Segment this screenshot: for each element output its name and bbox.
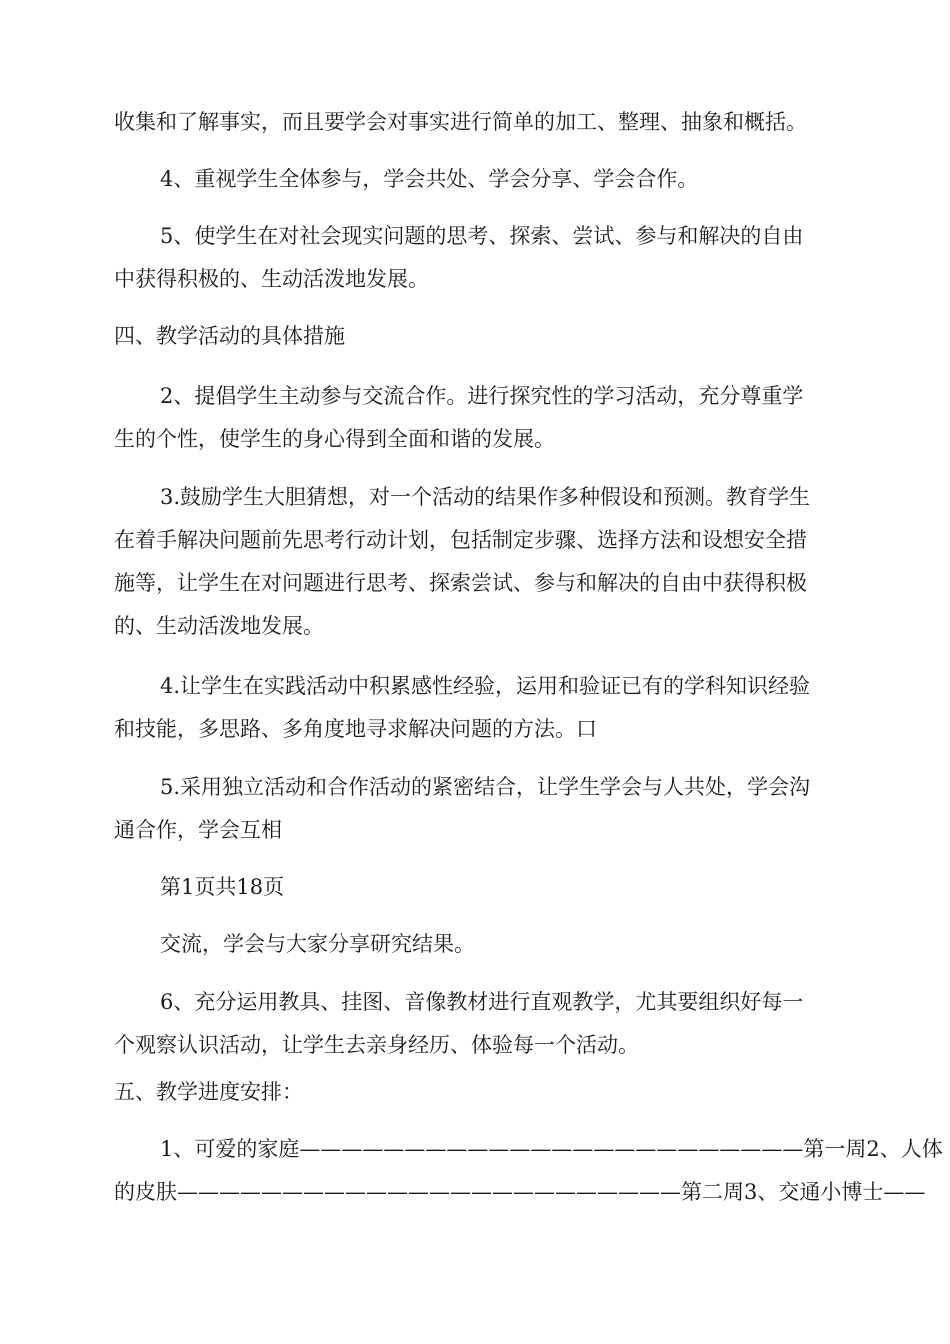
- page-number: 第1页共18页: [160, 875, 285, 899]
- text-line: 在着手解决问题前先思考行动计划，包括制定步骤、选择方法和设想安全措: [114, 528, 807, 552]
- section-heading: 五、教学进度安排：: [114, 1080, 303, 1104]
- text-line: 施等，让学生在对问题进行思考、探索尝试、参与和解决的自由中获得积极: [114, 571, 807, 595]
- text-line: 交流，学会与大家分享研究结果。: [160, 932, 475, 956]
- text-line: 通合作，学会互相: [114, 818, 282, 842]
- text-line: 的、生动活泼地发展。: [114, 614, 324, 638]
- text-line: 的皮肤————————————————————————第二周3、交通小博士——: [114, 1180, 926, 1204]
- text-line: 4、重视学生全体参与，学会共处、学会分享、学会合作。: [160, 167, 699, 191]
- section-heading: 四、教学活动的具体措施: [114, 324, 345, 348]
- text-line: 个观察认识活动，让学生去亲身经历、体验每一个活动。: [114, 1033, 639, 1057]
- text-line: 生的个性，使学生的身心得到全面和谐的发展。: [114, 427, 555, 451]
- text-line: 2、提倡学生主动参与交流合作。进行探究性的学习活动，充分尊重学: [160, 384, 804, 408]
- text-line: 和技能，多思路、多角度地寻求解决问题的方法。口: [114, 717, 597, 741]
- text-line: 5.采用独立活动和合作活动的紧密结合，让学生学会与人共处，学会沟: [160, 775, 811, 799]
- text-line: 4.让学生在实践活动中积累感性经验，运用和验证已有的学科知识经验: [160, 674, 811, 698]
- text-line: 中获得积极的、生动活泼地发展。: [114, 267, 429, 291]
- text-line: 5、使学生在对社会现实问题的思考、探索、尝试、参与和解决的自由: [160, 224, 804, 248]
- text-line: 3.鼓励学生大胆猜想，对一个活动的结果作多种假设和预测。教育学生: [160, 485, 811, 509]
- text-line: 1、可爱的家庭————————————————————————第一周2、人体: [160, 1137, 943, 1161]
- text-line: 6、充分运用教具、挂图、音像教材进行直观教学，尤其要组织好每一: [160, 990, 804, 1014]
- text-line: 收集和了解事实，而且要学会对事实进行简单的加工、整理、抽象和概括。: [114, 110, 807, 134]
